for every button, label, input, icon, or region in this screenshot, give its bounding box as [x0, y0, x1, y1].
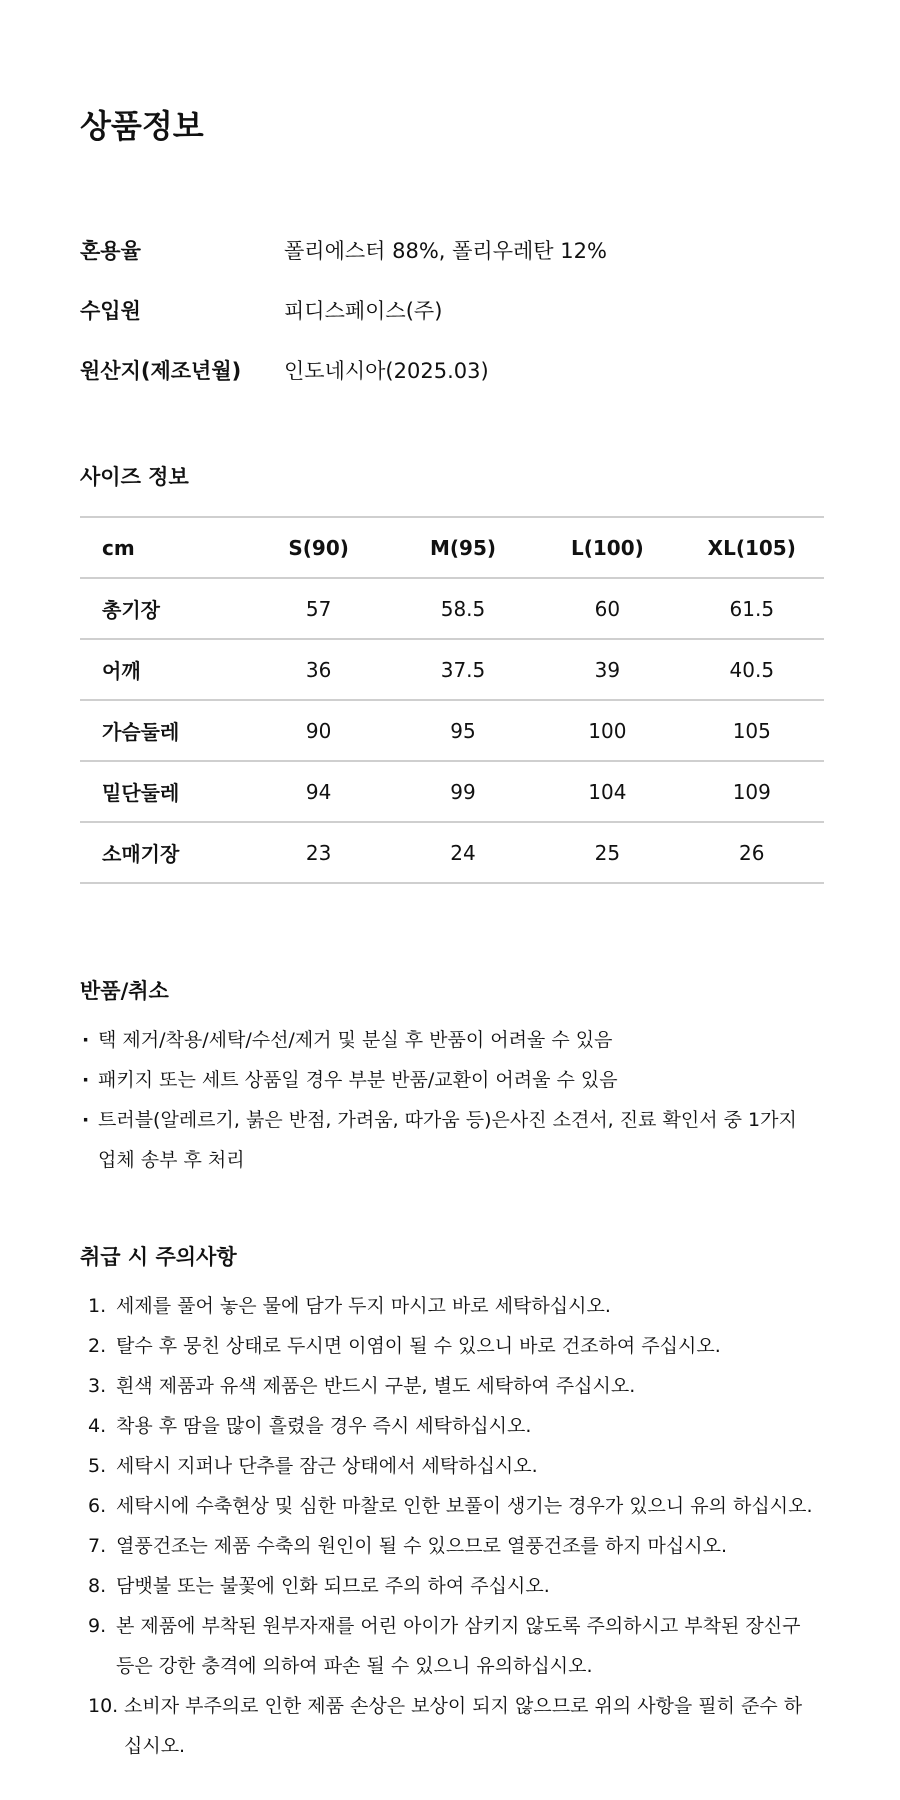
size-column-header: L(100): [535, 517, 679, 578]
row-label: 가슴둘레: [80, 700, 246, 761]
list-item: [80, 1406, 820, 1446]
care-section: [80, 1242, 820, 1766]
size-column-header: M(95): [391, 517, 535, 578]
table-cell: 40.5: [680, 639, 824, 700]
table-cell: 36: [246, 639, 390, 700]
table-cell: 39: [535, 639, 679, 700]
list-item: [80, 1686, 820, 1766]
care-list: [80, 1286, 820, 1766]
item-number: 1.: [88, 1295, 107, 1317]
table-cell: 24: [391, 822, 535, 883]
list-item: [80, 1446, 820, 1486]
table-row: [80, 700, 824, 761]
item-text: 담뱃불 또는 불꽃에 인화 되므로 주의 하여 주십시오.: [116, 1575, 550, 1597]
table-cell: 99: [391, 761, 535, 822]
list-item: [80, 1566, 820, 1606]
table-cell: 61.5: [680, 578, 824, 639]
table-row: [80, 639, 824, 700]
item-text: 본 제품에 부착된 원부자재를 어린 아이가 삼키지 않도록 주의하시고 부착된 장신구: [116, 1615, 801, 1637]
item-number: 4.: [88, 1415, 107, 1437]
item-number: 6.: [88, 1495, 107, 1517]
list-item: [80, 1286, 820, 1326]
table-cell: 100: [535, 700, 679, 761]
size-section-title: 사이즈 정보: [80, 465, 189, 489]
returns-section: [80, 976, 820, 1180]
table-cell: 90: [246, 700, 390, 761]
returns-section-title: 반품/취소: [80, 979, 169, 1003]
list-item: [80, 1366, 820, 1406]
item-text: 열풍건조는 제품 수축의 원인이 될 수 있으므로 열풍건조를 하지 마십시오.: [116, 1535, 728, 1557]
care-section-title: 취급 시 주의사항: [80, 1245, 237, 1269]
table-cell: 109: [680, 761, 824, 822]
item-number: 8.: [88, 1575, 107, 1597]
returns-list: [80, 1020, 820, 1180]
item-number: 7.: [88, 1535, 107, 1557]
table-cell: 26: [680, 822, 824, 883]
item-text: 세제를 풀어 놓은 물에 담가 두지 마시고 바로 세탁하십시오.: [116, 1295, 611, 1317]
product-info-list: [80, 220, 820, 400]
item-number: [80, 1646, 116, 1686]
list-item: [80, 1606, 820, 1646]
list-item: · 트러블(알레르기, 붉은 반점, 가려움, 따가움 등)은사진 소견서, 진료 확인서 중 1가지: [80, 1100, 820, 1140]
item-number: 10.: [88, 1695, 119, 1717]
item-text: 착용 후 땀을 많이 흘렸을 경우 즉시 세탁하십시오.: [116, 1415, 532, 1437]
table-row: [80, 578, 824, 639]
size-info-section: [80, 462, 820, 884]
info-value: 인도네시아(2025.03): [284, 359, 489, 383]
list-item: [80, 1486, 820, 1526]
table-cell: 104: [535, 761, 679, 822]
list-item: · 택 제거/착용/세탁/수선/제거 및 분실 후 반품이 어려울 수 있음: [80, 1020, 820, 1060]
list-item: [80, 1526, 820, 1566]
table-cell: 37.5: [391, 639, 535, 700]
item-text: 등은 강한 충격에 의하여 파손 될 수 있으니 유의하십시오.: [116, 1655, 593, 1677]
item-number: 2.: [88, 1335, 107, 1357]
page-title: 상품정보: [80, 107, 204, 145]
table-cell: 95: [391, 700, 535, 761]
table-cell: 58.5: [391, 578, 535, 639]
row-label: 총기장: [80, 578, 246, 639]
item-text: 소비자 부주의로 인한 제품 손상은 보상이 되지 않으므로 위의 사항을 필히 준수 하십시오.: [124, 1695, 803, 1757]
item-number: 9.: [88, 1615, 107, 1637]
row-label: 소매기장: [80, 822, 246, 883]
info-value: 폴리에스터 88%, 폴리우레탄 12%: [284, 239, 607, 263]
list-item: · 패키지 또는 세트 상품일 경우 부분 반품/교환이 어려울 수 있음: [80, 1060, 820, 1100]
info-row-composition: [80, 220, 820, 280]
table-cell: 94: [246, 761, 390, 822]
info-label: 수입원: [80, 299, 141, 323]
table-cell: 25: [535, 822, 679, 883]
info-label: 원산지(제조년월): [80, 359, 242, 383]
list-item-continuation: [80, 1646, 820, 1686]
list-item: [80, 1326, 820, 1366]
unit-header: cm: [80, 517, 246, 578]
size-table-header-row: [80, 517, 824, 578]
item-text: 흰색 제품과 유색 제품은 반드시 구분, 별도 세탁하여 주십시오.: [116, 1375, 636, 1397]
size-column-header: XL(105): [680, 517, 824, 578]
item-number: 5.: [88, 1455, 107, 1477]
info-row-importer: [80, 280, 820, 340]
info-label: 혼용율: [80, 239, 141, 263]
row-label: 어깨: [80, 639, 246, 700]
table-cell: 57: [246, 578, 390, 639]
info-value: 피디스페이스(주): [284, 299, 443, 323]
item-text: 세탁시에 수축현상 및 심한 마찰로 인한 보풀이 생기는 경우가 있으니 유의 하십시오.: [116, 1495, 813, 1517]
item-text: 세탁시 지퍼나 단추를 잠근 상태에서 세탁하십시오.: [116, 1455, 538, 1477]
size-table: [80, 516, 824, 884]
info-row-origin: [80, 340, 820, 400]
list-item-continuation: 업체 송부 후 처리: [98, 1149, 245, 1171]
size-column-header: S(90): [246, 517, 390, 578]
table-cell: 60: [535, 578, 679, 639]
item-text: 탈수 후 뭉친 상태로 두시면 이염이 될 수 있으니 바로 건조하여 주십시오.: [116, 1335, 721, 1357]
item-number: 3.: [88, 1375, 107, 1397]
table-row: [80, 822, 824, 883]
table-cell: 105: [680, 700, 824, 761]
table-cell: 23: [246, 822, 390, 883]
row-label: 밑단둘레: [80, 761, 246, 822]
table-row: [80, 761, 824, 822]
